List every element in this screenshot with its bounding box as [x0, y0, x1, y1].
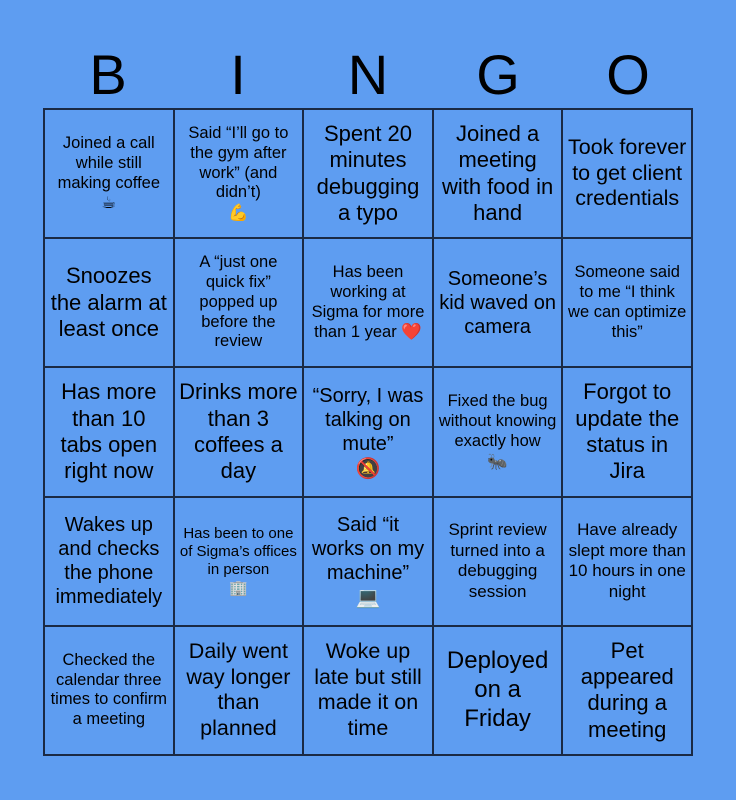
- cell-text: Have already slept more than 10 hours in one night: [568, 520, 686, 601]
- bingo-board: [43, 108, 693, 756]
- bingo-cell[interactable]: [303, 109, 433, 238]
- cell-text: Said “it works on my machine”: [311, 514, 425, 585]
- cell-text: Has been working at Sigma for more than 1 year ❤️: [311, 263, 425, 341]
- cell-text: Drinks more than 3 coffees a day: [179, 379, 298, 484]
- cell-text: Joined a meeting with food in hand: [441, 120, 554, 225]
- cell-text: “Sorry, I was talking on mute”: [312, 384, 424, 455]
- cell-text: Sprint review turned into a debugging session: [448, 520, 547, 601]
- bingo-cell[interactable]: [433, 626, 563, 755]
- cell-text: Joined a call while still making coffee: [57, 134, 161, 192]
- cell-text: Snoozes the alarm at least once: [50, 263, 167, 341]
- cell-text: Checked the calendar three times to confirm a meeting: [50, 650, 168, 729]
- bingo-cell[interactable]: [433, 238, 563, 367]
- cell-text: Someone’s kid waved on camera: [439, 267, 556, 338]
- bingo-cell[interactable]: [562, 497, 692, 626]
- cell-text: Forgot to update the status in Jira: [575, 379, 680, 484]
- header-letter-i: I: [230, 43, 246, 106]
- muted-bell-icon: 🔕: [355, 455, 381, 480]
- bingo-cell[interactable]: [44, 109, 174, 238]
- bingo-cell[interactable]: [562, 626, 692, 755]
- ant-icon: 🐜: [487, 451, 508, 471]
- bingo-cell[interactable]: [303, 626, 433, 755]
- bingo-cell[interactable]: [174, 238, 304, 367]
- header-letter-o: O: [606, 43, 650, 106]
- cell-text: A “just one quick fix” popped up before the review: [199, 253, 278, 351]
- bingo-cell[interactable]: [433, 497, 563, 626]
- bingo-cell[interactable]: [562, 109, 692, 238]
- header-letter-b: B: [89, 43, 127, 106]
- bingo-cell[interactable]: [174, 367, 304, 496]
- cell-text: Wakes up and checks the phone immediately: [55, 514, 163, 609]
- cell-text: Pet appeared during a meeting: [580, 637, 674, 742]
- cell-text: Said “I’ll go to the gym after work” (and didn’t): [188, 124, 289, 202]
- laptop-icon: 💻: [355, 585, 381, 610]
- bingo-header: [43, 44, 693, 106]
- bingo-cell[interactable]: [44, 626, 174, 755]
- cell-text: Daily went way longer than planned: [186, 638, 291, 741]
- header-letter-g: G: [476, 43, 520, 106]
- bingo-cell[interactable]: [562, 238, 692, 367]
- cell-text: Fixed the bug without knowing exactly how: [438, 392, 557, 450]
- bingo-cell[interactable]: [174, 497, 304, 626]
- flexed-bicep-icon: 💪: [228, 203, 249, 223]
- office-building-icon: 🏢: [229, 579, 248, 598]
- bingo-cell[interactable]: [174, 626, 304, 755]
- cell-text: Took forever to get client credentials: [568, 134, 687, 211]
- cell-text: Has been to one of Sigma’s offices in person: [179, 525, 297, 579]
- bingo-cell[interactable]: [562, 367, 692, 496]
- bingo-cell[interactable]: [303, 367, 433, 496]
- header-letter-n: N: [347, 43, 389, 106]
- cell-text: Someone said to me “I think we can optimize this”: [568, 263, 687, 341]
- bingo-cell[interactable]: [44, 367, 174, 496]
- bingo-cell[interactable]: [433, 367, 563, 496]
- bingo-cell[interactable]: [303, 238, 433, 367]
- cell-text: Deployed on a Friday: [446, 647, 549, 732]
- cell-text: Woke up late but still made it on time: [314, 638, 422, 741]
- bingo-cell[interactable]: [44, 238, 174, 367]
- cell-text: Spent 20 minutes debugging a typo: [316, 120, 420, 225]
- bingo-cell[interactable]: [433, 109, 563, 238]
- coffee-icon: ☕: [101, 193, 117, 213]
- bingo-cell[interactable]: [174, 109, 304, 238]
- bingo-cell[interactable]: [303, 497, 433, 626]
- cell-text: Has more than 10 tabs open right now: [60, 379, 158, 484]
- bingo-cell[interactable]: [44, 497, 174, 626]
